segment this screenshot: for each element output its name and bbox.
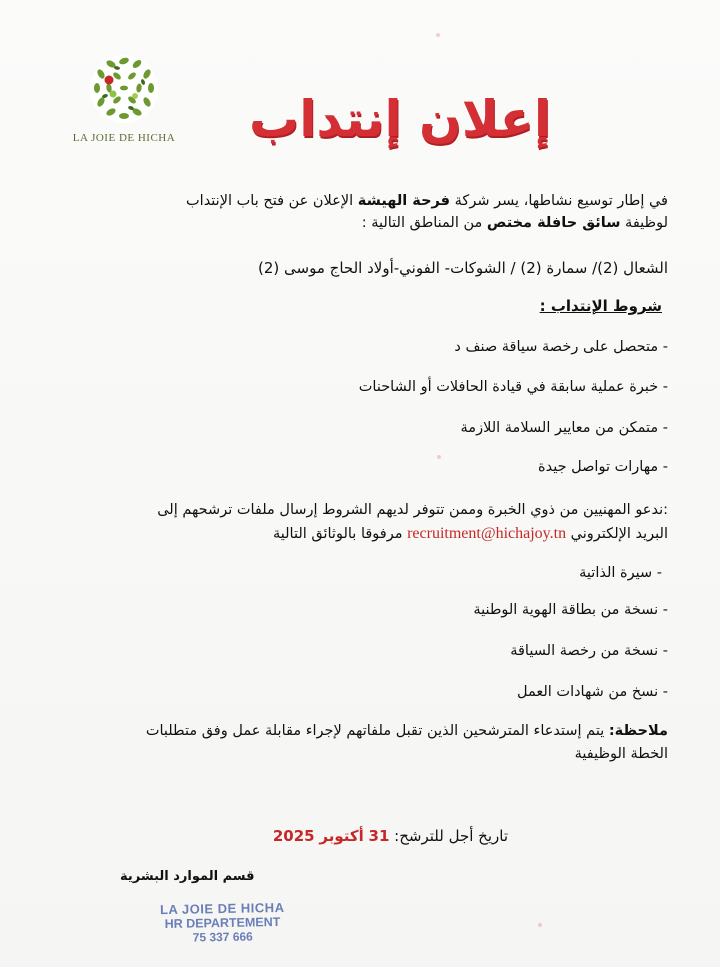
deadline-year: 2025	[272, 827, 315, 845]
deadline-month: أكتوبر	[319, 827, 364, 845]
company-name: فرحة الهيشة	[357, 193, 451, 209]
intro-line-1	[108, 190, 668, 212]
invitation-text: مرفوقا بالوثائق التالية	[272, 526, 408, 542]
note-text: يتم إستدعاء المترشحين الذين تقبل ملفاتهم لإجراء مقابلة عمل وفق متطلبات	[145, 723, 609, 739]
note-label: ملاحظة:	[608, 723, 668, 739]
logo-text: LA JOIE DE HICHA	[72, 132, 176, 144]
company-logo	[64, 52, 184, 144]
document-item: - نسخة من رخصة السياقة	[510, 643, 668, 659]
regions: الشعال (2)/ سمارة (2) / الشوكات- الفوني-أولاد الحاج موسى (2)	[258, 259, 668, 277]
paper-speck	[437, 455, 441, 459]
intro-text: من المناطق التالية :	[361, 215, 487, 231]
condition-item: - خبرة عملية سابقة في قيادة الحافلات أو الشاحنات	[358, 379, 668, 395]
note-line-2: الخطة الوظيفية	[574, 746, 668, 762]
job-title: سائق حافلة مختص	[486, 215, 621, 231]
stamp-department: HR DEPARTEMENT	[164, 914, 281, 932]
hr-stamp	[155, 901, 291, 945]
email-link[interactable]: recruitment@hichajoy.tn	[407, 525, 567, 542]
invitation-line-1: :ندعو المهنيين من ذوي الخبرة وممن تتوفر لديهم الشروط إرسال ملفات ترشحهم إلى	[157, 502, 668, 518]
department-name: قسم الموارد البشرية	[120, 869, 255, 884]
intro-line-2	[108, 212, 668, 234]
intro-text: الإعلان عن فتح باب الإنتداب	[186, 193, 358, 209]
intro-text: لوظيفة	[620, 215, 668, 231]
intro-text: في إطار توسيع نشاطها، يسر شركة	[450, 193, 668, 209]
document-item: - نسخ من شهادات العمل	[517, 684, 668, 700]
condition-item: - مهارات تواصل جيدة	[537, 459, 668, 475]
deadline-day: 31	[368, 827, 390, 845]
page-title: إعلان إنتداب	[249, 90, 551, 148]
conditions-heading: شروط الإنتداب :	[539, 297, 662, 315]
stamp-phone: 75 337 666	[192, 929, 253, 945]
condition-item: - متمكن من معايير السلامة اللازمة	[460, 420, 668, 436]
document-item: - نسخة من بطاقة الهوية الوطنية	[473, 602, 668, 618]
paper-speck	[436, 33, 440, 37]
deadline-label: تاريخ أجل للترشح:	[389, 827, 508, 845]
invitation-text: البريد الإلكتروني	[566, 526, 668, 542]
paper-speck	[538, 923, 542, 927]
stamp-company: LA JOIE DE HICHA	[159, 899, 285, 918]
deadline	[273, 825, 508, 847]
olive-tree-icon	[87, 52, 161, 126]
note-line-1	[108, 720, 668, 742]
invitation-line-2	[88, 523, 668, 545]
condition-item: - متحصل على رخصة سياقة صنف د	[454, 339, 668, 355]
document-item: - سيرة الذاتية	[579, 565, 662, 581]
